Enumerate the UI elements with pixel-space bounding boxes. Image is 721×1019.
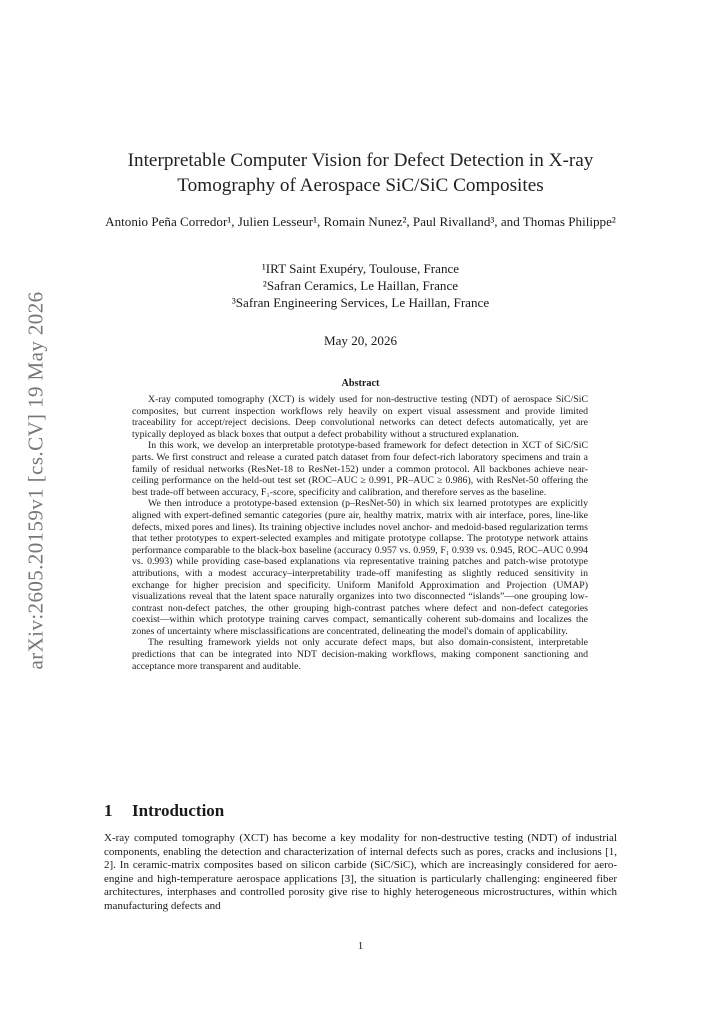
affiliations [100,260,621,311]
affiliation-3: ³Safran Engineering Services, Le Haillan, France [231,295,490,310]
abstract-body [132,394,588,672]
paper-title: Interpretable Computer Vision for Defect Detection in X-ray Tomography of Aerospace SiC/SiC Composites [127,150,594,196]
author-list: Antonio Peña Corredor¹, Julien Lesseur¹, Romain Nunez², Paul Rivalland³, and Thomas Philippe² [105,214,616,229]
section-number: 1 [104,801,113,820]
page-number: 1 [357,940,364,952]
introduction-body [104,832,617,914]
introduction-paragraph: X-ray computed tomography (XCT) has become a key modality for non-destructive testing (NDT) of industrial components, enabling the detection and characterization of internal defects such as pores, cracks and inclusions [1, 2]. In ceramic-matrix composites based on silicon carbide (SiC/SiC), which are increasingly considered for aero-engine and high-temperature aerospace applications [3], the situation is particularly challenging: engineered fiber architectures, interphases and controlled porosity give rise to highly heterogeneous microstructures, within which manufacturing defects and [104,832,617,912]
affiliation-1: ¹IRT Saint Exupéry, Toulouse, France [261,261,460,276]
section-heading-introduction [104,801,624,821]
abstract-paragraph: X-ray computed tomography (XCT) is widely used for non-destructive testing (NDT) of aerospace SiC/SiC composites, but current inspection workflows rely heavily on expert visual assessment and provide limited traceability for accept/reject decisions. Deep convolutional networks can detect defects automatically, yet are typically deployed as black boxes that output a defect probability without a structured explanation. [132,394,588,440]
affiliation-2: ²Safran Ceramics, Le Haillan, France [262,278,459,293]
arxiv-identifier: arXiv:2605.20159v1 [cs.CV] 19 May 2026 [23,291,48,669]
abstract-heading: Abstract [341,378,380,389]
abstract-paragraph: In this work, we develop an interpretable prototype-based framework for defect detection in XCT of SiC/SiC parts. We first construct and release a curated patch dataset from four defect-rich laboratory specimens and train a family of residual networks (ResNet-18 to ResNet-152) under a common protocol. All backbones achieve near-ceiling performance on the held-out test set (ROC–AUC ≥ 0.991, PR–AUC ≥ 0.986), with ResNet-50 offering the best trade-off between accuracy, F₁-score, specificity and calibration, and therefore serves as the baseline. [132,440,588,498]
abstract-paragraph: The resulting framework yields not only accurate defect maps, but also domain-consistent, interpretable predictions that can be integrated into NDT decision-making workflows, making component sanctioning and acceptance more transparent and auditable. [132,637,588,672]
paper-date: May 20, 2026 [323,333,398,348]
section-title: Introduction [132,801,225,820]
abstract-paragraph: We then introduce a prototype-based extension (p–ResNet-50) in which six learned prototypes are explicitly aligned with expert-defined semantic categories (pure air, healthy matrix, matrix with air interface, pores, line-like defects, mixed pores and lines). Its training objective includes novel anchor- and medoid-based regularization terms that tether prototypes to expert-selected examples and mitigate prototype collapse. The prototype network attains performance comparable to the black-box baseline (accuracy 0.957 vs. 0.959, F₁ 0.939 vs. 0.945, ROC–AUC 0.994 vs. 0.993) while providing case-based explanations via representative training patches and patch-wise prototype attributions, with a modest accuracy–interpretability trade-off manifesting as slightly reduced sensitivity in exchange for higher precision and specificity. Uniform Manifold Approximation and Projection (UMAP) visualizations reveal that the latent space naturally organizes into two disconnected “islands”—one grouping low-contrast non-defect patches, the other grouping high-contrast patches where defect and non-defect categories coexist—within which prototype training carves compact, semantically coherent sub-domains and localizes the zones of uncertainty where misclassifications are concentrated, delineating the model's domain of applicability. [132,498,588,637]
